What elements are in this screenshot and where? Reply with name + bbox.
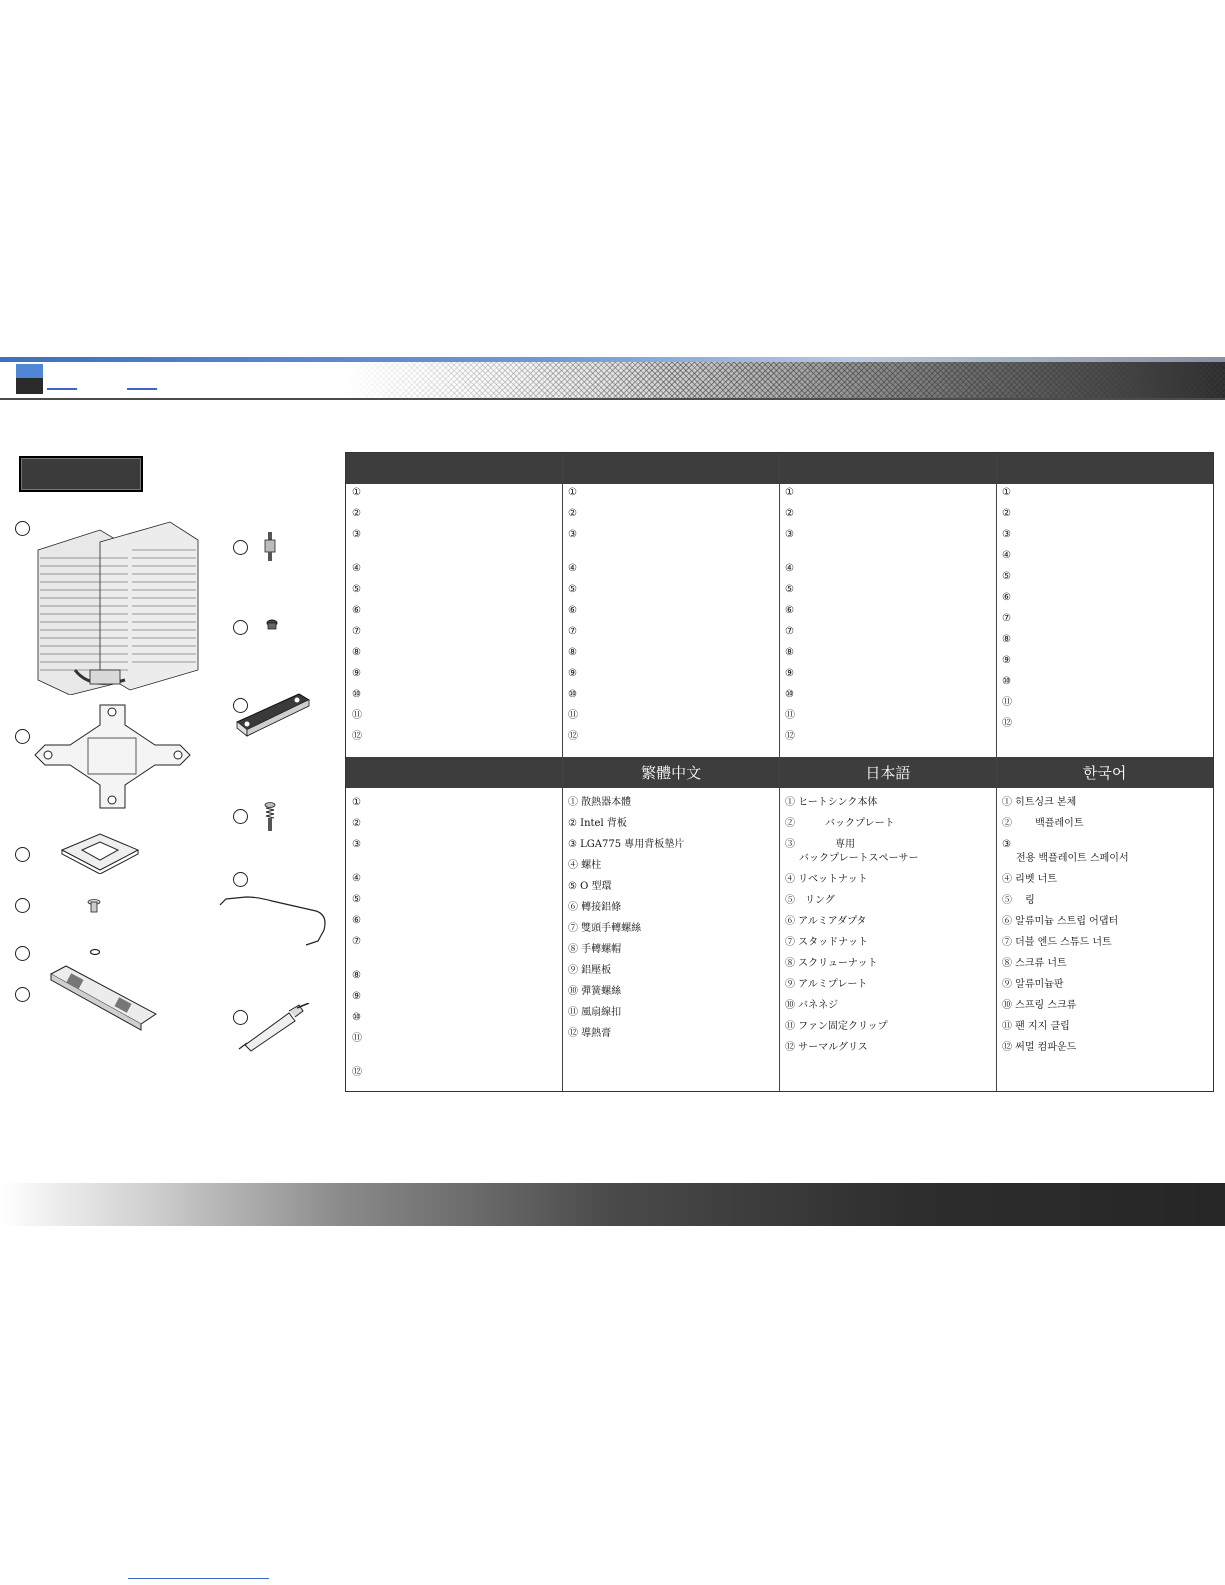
header-hatch-pattern	[0, 362, 1225, 398]
list-item: ④	[568, 563, 577, 574]
list-item: ⑩	[568, 689, 577, 700]
list-item: ⑫ 導熱膏	[568, 1028, 612, 1039]
list-item: ⑥	[352, 605, 361, 616]
thermal-grease-syringe-icon	[233, 1003, 311, 1055]
aluminum-plate-icon	[233, 690, 313, 740]
list-item: ⑨	[352, 991, 361, 1002]
list-item: ⑦ 더블 엔드 스튜드 너트	[1002, 937, 1112, 948]
screw-nut-icon	[266, 619, 278, 631]
header-traditional-chinese: 繁體中文	[641, 764, 702, 782]
list-item: ⑦	[1002, 613, 1011, 624]
list-item: ⑦	[352, 626, 361, 637]
list-item: ①	[1002, 487, 1011, 498]
part-number-circle-3	[15, 847, 30, 862]
list-item: ⑦ 雙頭手轉螺絲	[568, 923, 642, 934]
part-number-circle-1	[15, 521, 30, 536]
list-item: ⑫ 써멀 컴파운드	[1002, 1042, 1077, 1053]
part-number-circle-7	[233, 540, 248, 555]
list-item: ⑩	[352, 1012, 361, 1023]
list-item: ⑥ 알류미늄 스트립 어댑터	[1002, 916, 1119, 927]
list-item: ②	[352, 508, 361, 519]
list-item: ① ヒートシンク本体	[785, 797, 878, 808]
list-item: ⑩	[352, 689, 361, 700]
list-item: ⑦	[352, 936, 361, 947]
heatsink-icon	[30, 520, 200, 695]
list-item: ⑦ スタッドナット	[785, 937, 868, 948]
header-japanese: 日本語	[865, 764, 911, 782]
list-item: ⑪	[785, 710, 795, 721]
part-number-circle-8	[233, 620, 248, 635]
list-item: ⑩ 스프링 스크류	[1002, 1000, 1077, 1011]
list-item: ⑤	[568, 584, 577, 595]
list-item: ④	[352, 563, 361, 574]
footer-link[interactable]	[128, 1578, 269, 1579]
list-item: ⑫	[352, 731, 362, 742]
fan-clip-icon	[218, 875, 330, 950]
list-item: ⑩	[1002, 676, 1011, 687]
list-item: ③	[1002, 529, 1011, 540]
list-item: ⑪ ファン固定クリップ	[785, 1021, 888, 1032]
footer-band	[0, 1183, 1225, 1226]
list-item: ⑨	[352, 668, 361, 679]
list-item: ⑤ O 型環	[568, 881, 612, 892]
list-item: ⑨	[785, 668, 794, 679]
part-number-circle-2	[15, 729, 30, 744]
list-item: ⑪	[1002, 697, 1012, 708]
table-header-cell	[996, 453, 1213, 484]
list-item: ⑥ 轉接鋁條	[568, 902, 622, 913]
list-item: ② Intel 背板	[568, 818, 627, 829]
list-item: ① 히트싱크 본체	[1002, 797, 1077, 808]
list-item: ⑤ 링	[1002, 895, 1035, 906]
list-item: ⑥	[352, 915, 361, 926]
list-item: ⑫ サーマルグリス	[785, 1042, 868, 1053]
aluminum-adapter-icon	[46, 962, 161, 1034]
list-item: ⑧	[352, 970, 361, 981]
list-item: ⑤	[1002, 571, 1011, 582]
list-item: ⑩ 彈簧螺絲	[568, 986, 622, 997]
list-item: ⑤	[785, 584, 794, 595]
list-item: ①	[785, 487, 794, 498]
table-header-cell	[346, 453, 563, 484]
list-item: ②	[352, 818, 361, 829]
header-link-2[interactable]	[127, 388, 157, 390]
header-divider	[0, 398, 1225, 400]
stud-nut-icon	[264, 532, 276, 562]
list-item: ⑧	[568, 647, 577, 658]
list-item: ⑧	[352, 647, 361, 658]
parts-spec-table	[345, 452, 1214, 1092]
list-item: ① 散熱器本體	[568, 797, 632, 808]
list-item: ③	[1002, 839, 1011, 850]
list-item: ⑥	[568, 605, 577, 616]
list-item: ⑨ 알류미늄판	[1002, 979, 1064, 990]
list-item: ⑧	[1002, 634, 1011, 645]
list-item: ②	[785, 508, 794, 519]
list-item: ⑨ 鋁壓板	[568, 965, 612, 976]
list-item: ⑨	[1002, 655, 1011, 666]
list-item: ③	[785, 529, 794, 540]
header-korean: 한국어	[1082, 764, 1127, 782]
list-item: ④ 螺柱	[568, 860, 602, 871]
list-item: ⑫	[352, 1067, 362, 1078]
list-item: ⑤	[352, 894, 361, 905]
list-item: ④	[1002, 550, 1011, 561]
list-item: ⑥	[1002, 592, 1011, 603]
table-header-cell	[563, 453, 780, 484]
list-item: ⑧ 手轉螺帽	[568, 944, 622, 955]
list-item: ② 백플레이트	[1002, 818, 1084, 829]
list-item: ⑥ アルミアダプタ	[785, 916, 867, 927]
list-item: ⑦	[568, 626, 577, 637]
list-item: ③	[352, 529, 361, 540]
list-item: ⑤ リング	[785, 895, 835, 906]
list-item: ③	[568, 529, 577, 540]
backplate-icon	[30, 700, 195, 815]
list-item: ⑪	[568, 710, 578, 721]
parts-list-title-box	[19, 456, 143, 492]
header-link-1[interactable]	[47, 388, 77, 390]
list-item: ⑩	[785, 689, 794, 700]
header-blank	[346, 757, 563, 788]
list-item: ①	[568, 487, 577, 498]
column-divider	[996, 453, 997, 1091]
list-item: ④	[785, 563, 794, 574]
list-item: ③ 専用	[785, 839, 855, 850]
list-item: ⑩ バネネジ	[785, 1000, 839, 1011]
list-item: ④ リベットナット	[785, 874, 868, 885]
rivet-nut-icon	[86, 898, 102, 914]
spring-screw-icon	[263, 802, 277, 832]
column-divider	[779, 453, 780, 1091]
part-number-circle-4	[15, 898, 30, 913]
list-item: ⑫	[568, 731, 578, 742]
list-item: ⑪ 팬 지지 클립	[1002, 1021, 1070, 1032]
language-tab-active[interactable]	[16, 364, 43, 378]
list-item: ③	[352, 839, 361, 850]
part-number-circle-5	[15, 946, 30, 961]
list-item: バックプレートスペーサー	[799, 853, 919, 864]
list-item: ④	[352, 873, 361, 884]
list-item: ⑤	[352, 584, 361, 595]
list-item: ② バックプレート	[785, 818, 895, 829]
list-item: ⑧ スクリューナット	[785, 958, 878, 969]
list-item: ⑥	[785, 605, 794, 616]
language-tab[interactable]	[16, 378, 43, 394]
list-item: ④ 리벳 너트	[1002, 874, 1057, 885]
list-item: ⑧	[785, 647, 794, 658]
part-number-circle-10	[233, 809, 248, 824]
table-header-cell	[780, 453, 997, 484]
list-item: ⑨ アルミプレート	[785, 979, 868, 990]
list-item: ⑪ 風扇線扣	[568, 1007, 622, 1018]
list-item: ①	[352, 797, 361, 808]
list-item: ⑧ 스크류 너트	[1002, 958, 1067, 969]
list-item: ⑪	[352, 710, 362, 721]
list-item: ②	[1002, 508, 1011, 519]
list-item: ⑫	[785, 731, 795, 742]
list-item: ①	[352, 487, 361, 498]
list-item: ⑨	[568, 668, 577, 679]
list-item: 전용 백플레이트 스페이서	[1016, 853, 1129, 864]
header-band	[0, 357, 1225, 403]
list-item: ⑪	[352, 1033, 362, 1044]
list-item: ②	[568, 508, 577, 519]
column-divider	[562, 453, 563, 1091]
list-item: ⑫	[1002, 718, 1012, 729]
list-item: ③ LGA775 專用背板墊片	[568, 839, 685, 850]
list-item: ⑦	[785, 626, 794, 637]
o-ring-icon	[89, 948, 101, 956]
spacer-icon	[60, 832, 140, 874]
part-number-circle-6	[15, 987, 30, 1002]
